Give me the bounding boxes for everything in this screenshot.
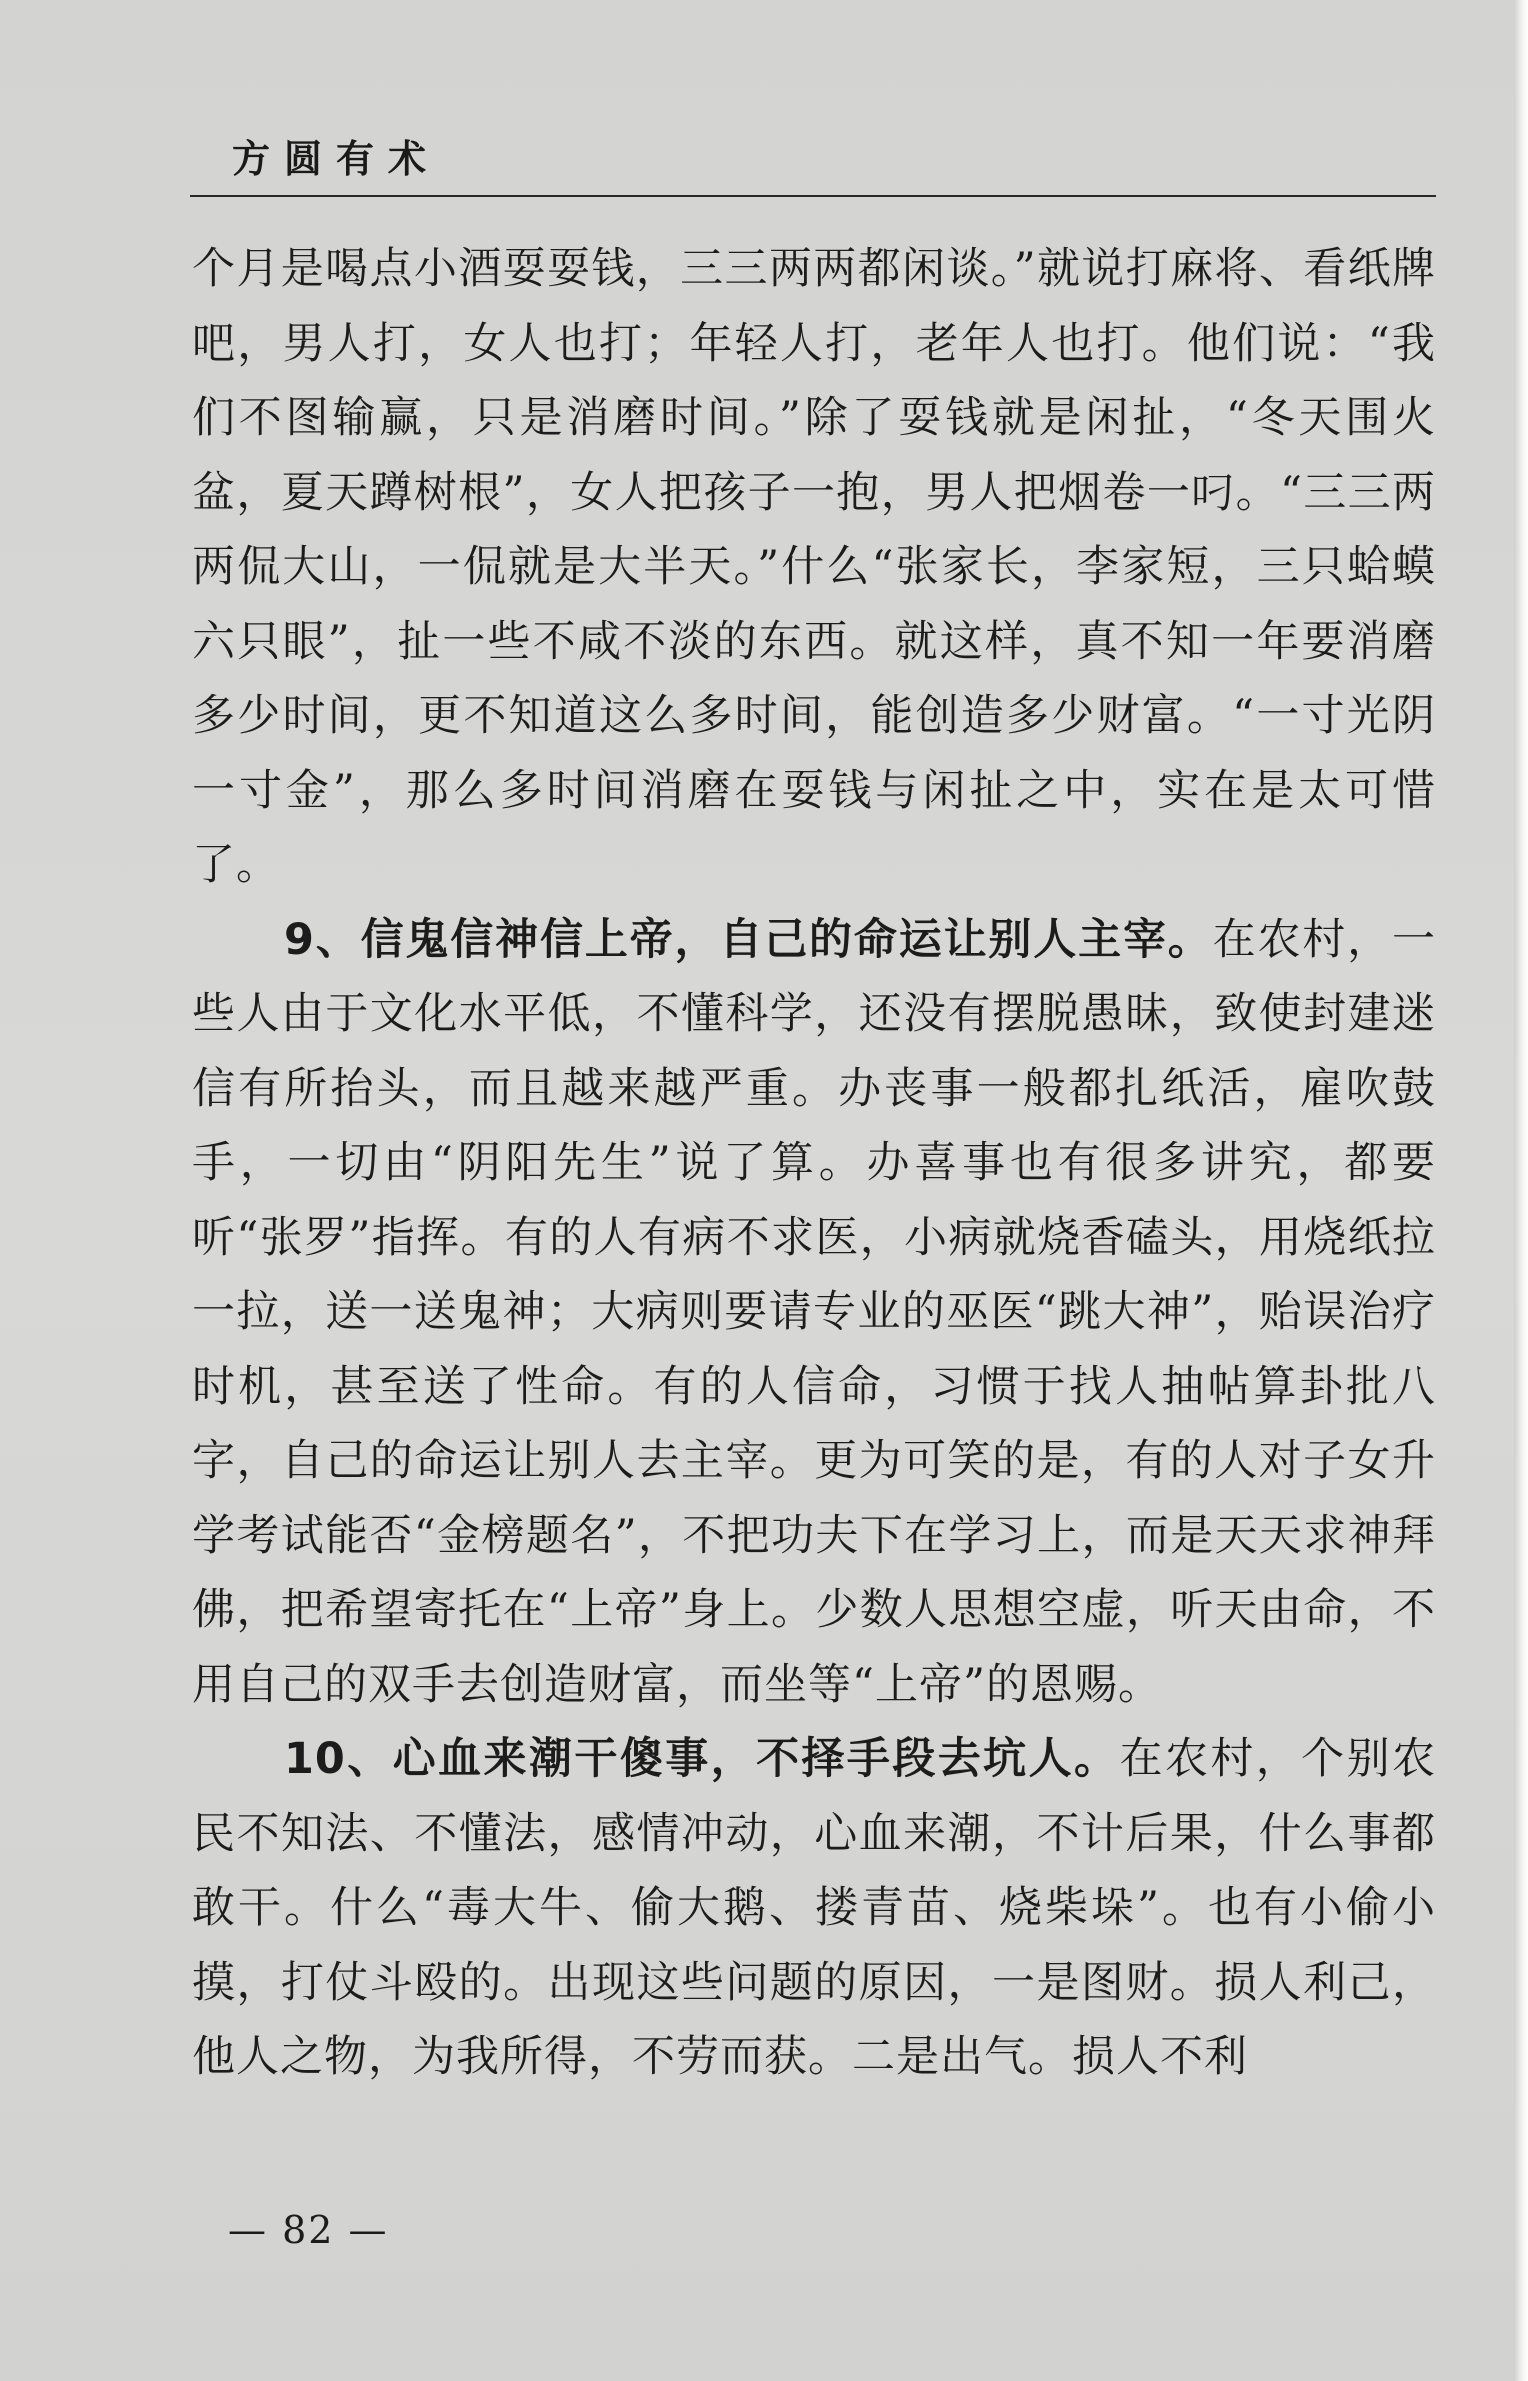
running-head: 方圆有术 (232, 137, 441, 181)
page-edge (1514, 0, 1528, 2381)
body-text (192, 232, 1436, 2095)
paragraph-1-text: 个月是喝点小酒耍耍钱，三三两两都闲谈。”就说打麻将、看纸牌吧，男人打，女人也打；年轻人打，老年人也打。他们说：“我们不图输赢，只是消磨时间。”除了耍钱就是闲扯，“冬天围火盆，夏天蹲树根”，女人把孩子一抱，男人把烟卷一叼。“三三两两侃大山，一侃就是大半天。”什么“张家长，李家短，三只蛤蟆六只眼”，扯一些不咸不淡的东西。就这样，真不知一年要消磨多少时间，更不知道这么多时间，能创造多少财富。“一寸光阴一寸金”，那么多时间消磨在耍钱与闲扯之中，实在是太可惜了。 (192, 244, 1436, 890)
paragraph-3-text: 在农村，个别农民不知法、不懂法，感情冲动，心血来潮，不计后果，什么事都敢干。什么“毒大牛、偷大鹅、搂青苗、烧柴垛”。也有小偷小摸，打仗斗殴的。出现这些问题的原因，一是图财。损人利己，他人之物，为我所得，不劳而获。二是出气。损人不利 (192, 1734, 1437, 2082)
paragraph-3 (192, 1722, 1436, 2095)
page-number: — 82 — (228, 2208, 389, 2252)
paragraph-2 (192, 903, 1436, 1723)
header-rule (190, 195, 1436, 197)
paragraph-1 (192, 232, 1436, 903)
paragraph-2-heading: 9、信鬼信神信上帝，自己的命运让别人主宰。 (284, 914, 1213, 965)
paragraph-3-heading: 10、心血来潮干傻事，不择手段去坑人。 (284, 1734, 1120, 1784)
paragraph-2-text: 在农村，一些人由于文化水平低，不懂科学，还没有摆脱愚昧，致使封建迷信有所抬头，而且越来越严重。办丧事一般都扎纸活，雇吹鼓手，一切由“阴阳先生”说了算。办喜事也有很多讲究，都要听“张罗”指挥。有的人有病不求医，小病就烧香磕头，用烧纸拉一拉，送一送鬼神；大病则要请专业的巫医“跳大神”，贻误治疗时机，甚至送了性命。有的人信命，习惯于找人抽帖算卦批八字，自己的命运让别人去主宰。更为可笑的是，有的人对子女升学考试能否“金榜题名”，不把功夫下在学习上，而是天天求神拜佛，把希望寄托在“上帝”身上。少数人思想空虚，听天由命，不用自己的双手去创造财富，而坐等“上帝”的恩赐。 (192, 914, 1436, 1710)
